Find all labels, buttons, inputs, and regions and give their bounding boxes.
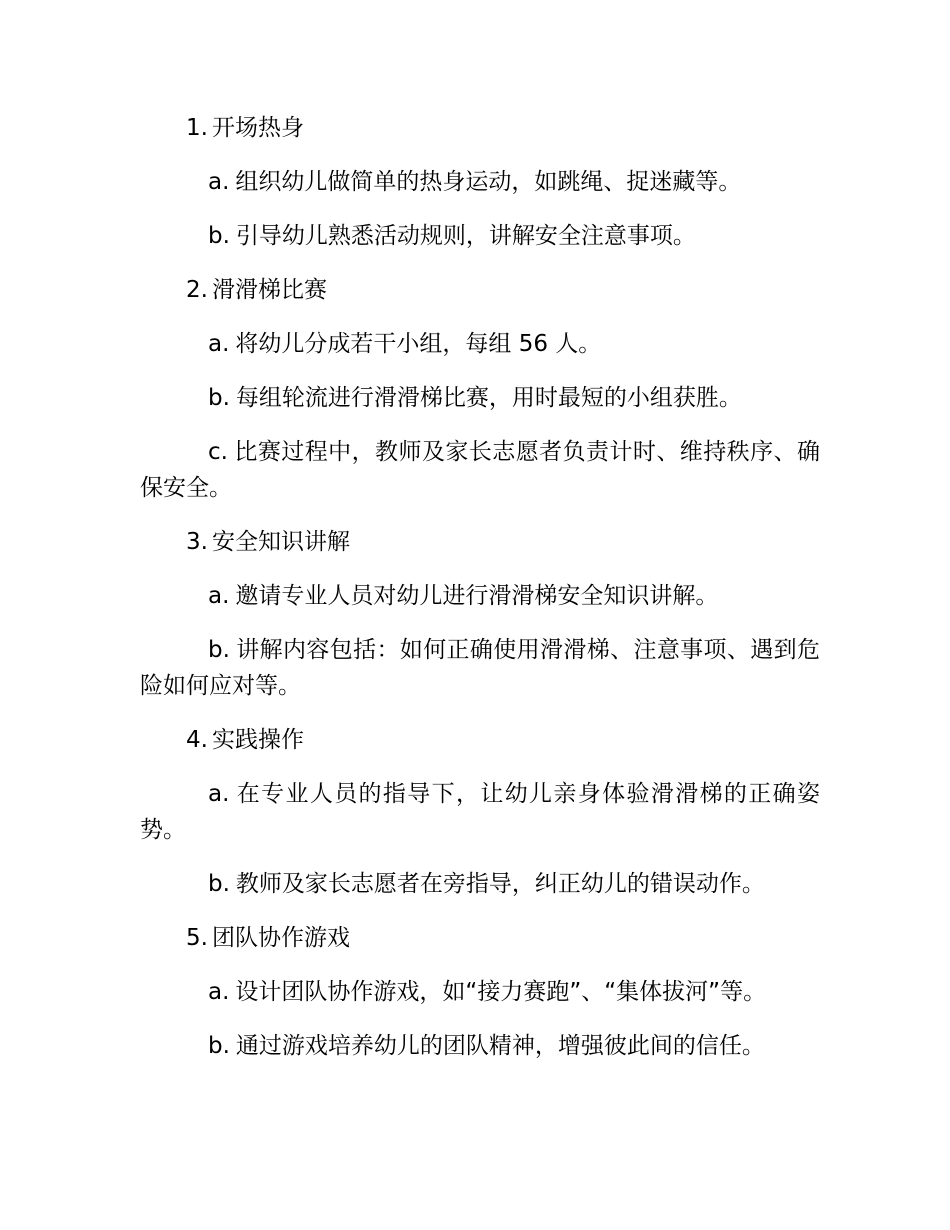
item-marker: b.: [208, 871, 230, 897]
section-title: 安全知识讲解: [211, 529, 350, 555]
list-item: [140, 578, 820, 614]
item-text: 将幼儿分成若干小组，每组 56 人。: [235, 331, 602, 357]
item-text: 每组轮流进行滑滑梯比赛，用时最短的小组获胜。: [235, 385, 742, 411]
section-4: [140, 722, 820, 902]
item-marker: b.: [208, 223, 230, 249]
item-marker: b.: [208, 385, 230, 411]
section-number: 1.: [186, 115, 208, 141]
item-marker: a.: [208, 781, 230, 807]
item-text: 组织幼儿做简单的热身运动，如跳绳、捉迷藏等。: [235, 169, 742, 195]
item-text: 通过游戏培养幼儿的团队精神，增强彼此间的信任。: [235, 1033, 765, 1059]
list-item: [140, 380, 820, 416]
section-heading: [140, 920, 820, 956]
list-item: [140, 974, 820, 1010]
item-text: 引导幼儿熟悉活动规则，讲解安全注意事项。: [235, 223, 696, 249]
section-heading: [140, 110, 820, 146]
section-title: 开场热身: [211, 115, 304, 141]
section-number: 3.: [186, 529, 208, 555]
section-2: [140, 272, 820, 506]
section-title: 团队协作游戏: [211, 925, 350, 951]
section-number: 2.: [186, 277, 208, 303]
section-number: 4.: [186, 727, 208, 753]
list-item: [140, 434, 820, 506]
item-text: 在专业人员的指导下，让幼儿亲身体验滑滑梯的正确姿势。: [140, 781, 820, 843]
item-text: 设计团队协作游戏，如“接力赛跑”、“集体拔河”等。: [235, 979, 767, 1005]
item-marker: b.: [208, 1033, 230, 1059]
section-title: 滑滑梯比赛: [211, 277, 327, 303]
section-1: [140, 110, 820, 254]
section-heading: [140, 272, 820, 308]
list-item: [140, 326, 820, 362]
section-heading: [140, 722, 820, 758]
item-text: 讲解内容包括：如何正确使用滑滑梯、注意事项、遇到危险如何应对等。: [140, 637, 820, 699]
item-marker: a.: [208, 331, 230, 357]
section-3: [140, 524, 820, 704]
item-marker: a.: [208, 169, 230, 195]
item-marker: c.: [208, 439, 228, 465]
list-item: [140, 632, 820, 704]
section-title: 实践操作: [211, 727, 304, 753]
item-text: 邀请专业人员对幼儿进行滑滑梯安全知识讲解。: [235, 583, 719, 609]
item-text: 比赛过程中，教师及家长志愿者负责计时、维持秩序、确保安全。: [140, 439, 820, 501]
item-marker: a.: [208, 583, 230, 609]
list-item: [140, 164, 820, 200]
item-text: 教师及家长志愿者在旁指导，纠正幼儿的错误动作。: [235, 871, 765, 897]
document-page: [140, 110, 820, 1082]
list-item: [140, 776, 820, 848]
section-heading: [140, 524, 820, 560]
section-5: [140, 920, 820, 1064]
list-item: [140, 866, 820, 902]
list-item: [140, 1028, 820, 1064]
list-item: [140, 218, 820, 254]
item-marker: b.: [208, 637, 230, 663]
item-marker: a.: [208, 979, 230, 1005]
section-number: 5.: [186, 925, 208, 951]
